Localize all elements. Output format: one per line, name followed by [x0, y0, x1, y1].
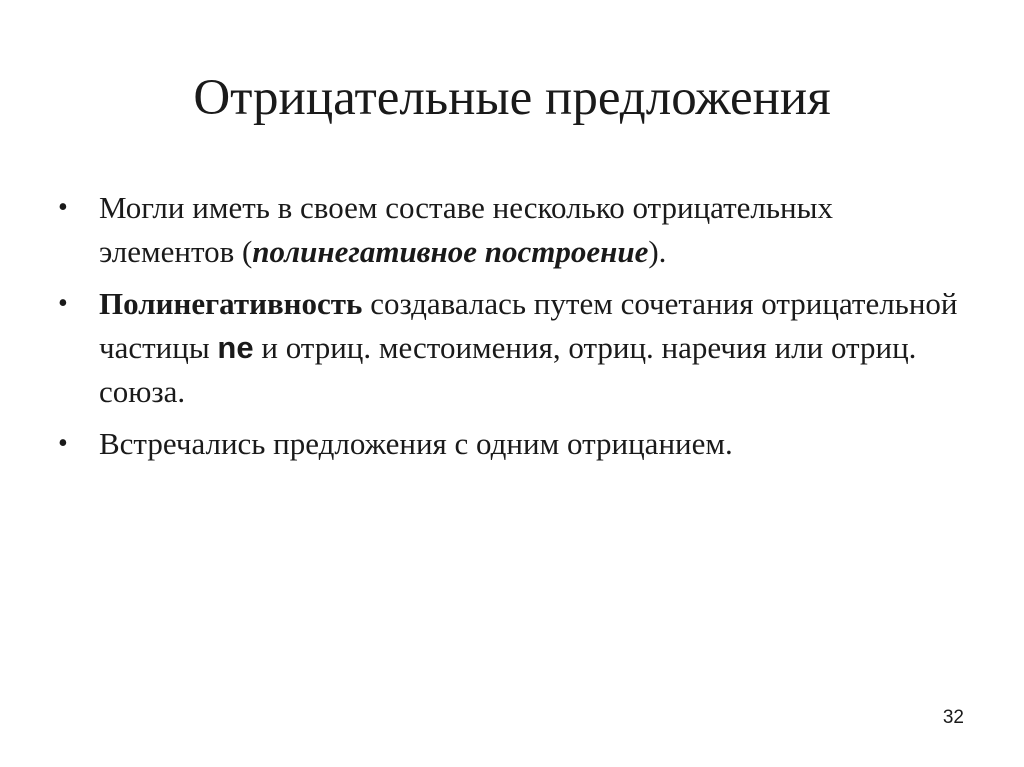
slide-title: Отрицательные предложения: [193, 70, 831, 126]
bullet-icon: •: [58, 288, 68, 319]
bullet-text-part: ).: [648, 234, 667, 269]
bullet-item: [58, 282, 958, 414]
page-number: 32: [942, 707, 964, 728]
bullet-item: [58, 186, 958, 274]
bullet-icon: •: [58, 428, 68, 459]
bullet-term-emphasis: полинегативное построение: [252, 234, 649, 269]
bullet-item: [58, 422, 958, 466]
bullet-particle: ne: [217, 330, 254, 365]
bullet-text-part: Могли иметь в своем составе несколько отрицательных элементов (: [99, 190, 833, 269]
bullet-term-bold: Полинегативность: [99, 286, 363, 321]
bullet-icon: •: [58, 192, 68, 223]
bullet-text-part: Встречались предложения с одним отрицанием.: [99, 426, 733, 461]
bullet-text-part: и отриц. местоимения, отриц. наречия или отриц. союза.: [99, 330, 917, 409]
bullet-list: [58, 186, 958, 474]
bullet-text-part: создавалась путем сочетания отрицательной частицы: [99, 286, 958, 365]
